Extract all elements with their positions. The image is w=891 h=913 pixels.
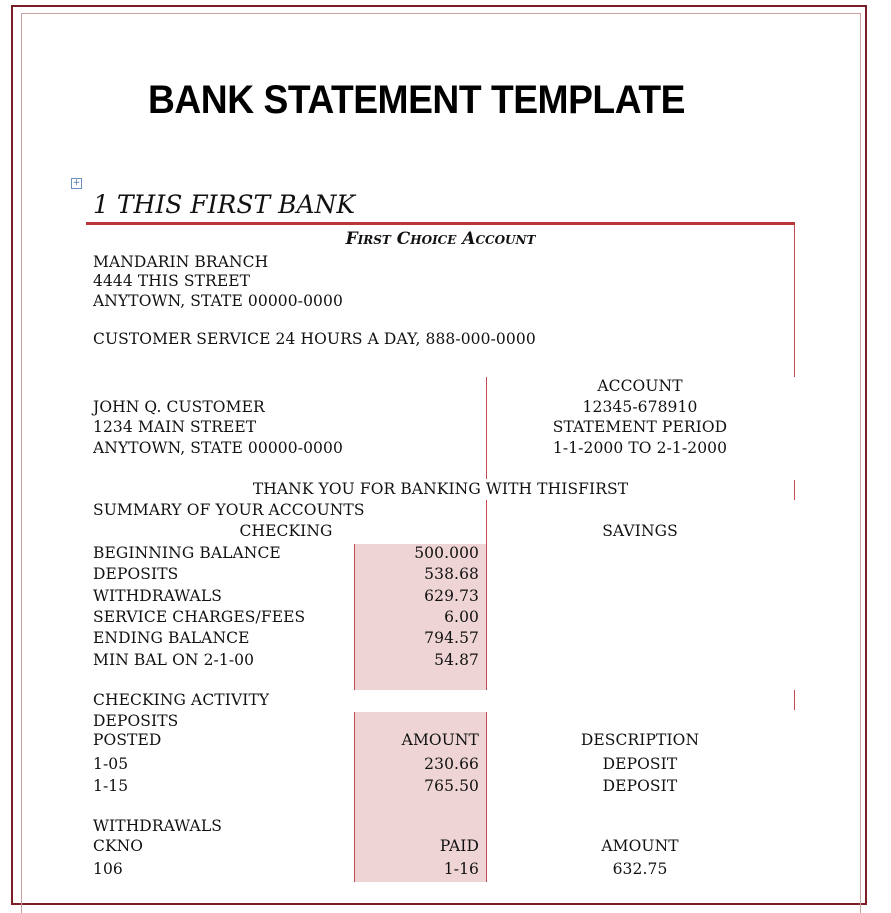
summary-row-label: ENDING BALANCE [93, 629, 250, 647]
table-divider-address [486, 377, 487, 479]
checking-column-label: CHECKING [239, 522, 333, 540]
summary-row-value: 794.57 [424, 629, 479, 647]
summary-shade-right-border [486, 544, 487, 690]
customer-name: JOHN Q. CUSTOMER [93, 398, 265, 416]
deposit-posted: 1-05 [93, 755, 129, 773]
table-border-right-activity [794, 690, 795, 710]
branch-name: MANDARIN BRANCH [93, 253, 269, 271]
document-title: BANK STATEMENT TEMPLATE [148, 78, 685, 122]
deposits-col-amount: AMOUNT [401, 731, 479, 749]
summary-heading: SUMMARY OF YOUR ACCOUNTS [93, 501, 365, 519]
customer-street: 1234 MAIN STREET [93, 418, 257, 436]
deposit-amount: 230.66 [424, 755, 479, 773]
header-rule [86, 222, 795, 225]
customer-service-line: CUSTOMER SERVICE 24 HOURS A DAY, 888-000-0000 [93, 330, 536, 348]
summary-row-value: 629.73 [424, 587, 479, 605]
summary-row-label: SERVICE CHARGES/FEES [93, 608, 306, 626]
deposit-posted: 1-15 [93, 777, 129, 795]
withdrawal-paid: 1-16 [443, 860, 479, 878]
branch-street: 4444 THIS STREET [93, 272, 251, 290]
statement-period-value: 1-1-2000 TO 2-1-2000 [552, 439, 728, 457]
table-move-handle-icon[interactable]: + [72, 178, 81, 188]
deposit-amount: 765.50 [424, 777, 479, 795]
withdrawals-col-amount: AMOUNT [601, 837, 679, 855]
table-divider-summary-head [486, 500, 487, 544]
deposits-heading: DEPOSITS [93, 712, 179, 730]
statement-period-label: STATEMENT PERIOD [552, 418, 728, 436]
account-label: ACCOUNT [597, 377, 683, 395]
withdrawal-ckno: 106 [93, 860, 123, 878]
withdrawal-amount: 632.75 [612, 860, 668, 878]
deposit-description: DEPOSIT [602, 777, 678, 795]
bank-name: 1 THIS FIRST BANK [93, 190, 356, 219]
summary-row-value: 6.00 [444, 608, 479, 626]
customer-city: ANYTOWN, STATE 00000-0000 [93, 439, 343, 457]
account-number: 12345-678910 [582, 398, 698, 416]
withdrawals-col-paid: PAID [439, 837, 479, 855]
deposits-col-posted: POSTED [93, 731, 162, 749]
thank-you-line: THANK YOU FOR BANKING WITH THISFIRST [252, 480, 629, 498]
summary-row-label: WITHDRAWALS [93, 587, 222, 605]
summary-row-label: BEGINNING BALANCE [93, 544, 281, 562]
withdrawals-col-ckno: CKNO [93, 837, 144, 855]
summary-row-label: MIN BAL ON 2-1-00 [93, 651, 255, 669]
branch-city: ANYTOWN, STATE 00000-0000 [93, 292, 343, 310]
account-type-heading: First Choice Account [345, 229, 536, 249]
summary-row-value: 54.87 [434, 651, 479, 669]
deposits-col-description: DESCRIPTION [580, 731, 700, 749]
summary-row-value: 500.000 [414, 544, 479, 562]
summary-row-label: DEPOSITS [93, 565, 179, 583]
savings-column-label: SAVINGS [602, 522, 678, 540]
summary-row-value: 538.68 [424, 565, 479, 583]
deposit-description: DEPOSIT [602, 755, 678, 773]
checking-activity-heading: CHECKING ACTIVITY [93, 691, 270, 709]
withdrawals-heading: WITHDRAWALS [93, 817, 222, 835]
activity-shade-right-border [486, 712, 487, 882]
